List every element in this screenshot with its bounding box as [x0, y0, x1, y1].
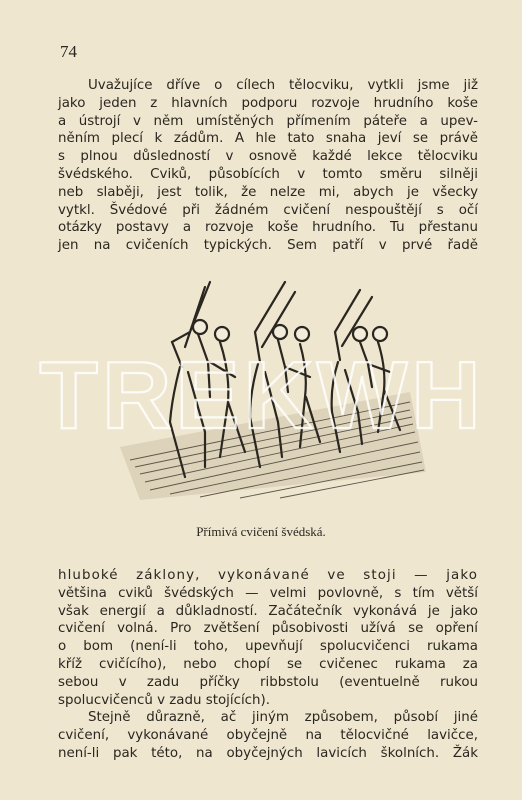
text-line: cvičení volná. Pro zvětšení působivosti užívá se opření: [58, 621, 478, 637]
text-line: Stejně důrazně, ač jiným způsobem, působí jiné: [88, 710, 478, 726]
text-line: otázky postavy a rozvoje koše hrudního. Tu přestanu: [58, 220, 478, 236]
watermark-text: TREKWH: [39, 342, 485, 449]
figure-caption: Přímivá cvičení švédská.: [196, 524, 326, 539]
paragraph-bottom: [58, 567, 478, 763]
text-line: cvičení, vykonávané obyčejně na tělocvičné lavičce,: [58, 728, 478, 744]
text-line: není-li pak této, na obyčejných lavicích školních. Žák: [58, 745, 478, 761]
gymnastics-illustration: [110, 272, 428, 502]
text-line: o bom (není-li toho, upevňují spolucvičenci rukama: [58, 639, 478, 655]
text-line: spolucvičenců v zadu stojících).: [58, 692, 271, 708]
text-line: však energií a důkladností. Začátečník vykonává je jako: [58, 603, 478, 619]
page-number: 74: [60, 42, 77, 61]
text-line: s plnou důsledností v osnově každé lekce tělocviku: [58, 149, 478, 165]
text-line: vytkl. Švédové při žádném cvičení nespouštějí s očí: [58, 202, 478, 218]
floor-hatching: [120, 392, 426, 500]
text-line: neb slaběji, jest tolik, že nelze mi, abych je všecky: [58, 184, 478, 200]
text-line: kříž cvičícího), nebo chopí se cvičenec rukama za: [58, 656, 478, 672]
text-line: hluboké záklony, vykonávané ve stoji — jako: [58, 568, 478, 583]
text-line: a ústrojí v něm umístěných přímením páteře a upev-: [58, 113, 478, 129]
text-line: jen na cvičeních typických. Sem patří v prvé řadě: [58, 238, 478, 254]
text-line: něním plecí k zádům. A hle tato snaha jeví se právě: [58, 131, 478, 147]
text-line: Uvažujíce dříve o cílech tělocviku, vytkli jsme již: [88, 78, 478, 93]
text-line: švédského. Cviků, působících v tomto směru silněji: [58, 166, 478, 182]
paragraph-top: [58, 77, 478, 255]
text-line: sebou v zadu příčky ribbstolu (eventuelně rukou: [58, 674, 478, 690]
text-line: jako jeden z hlavních podporu rozvoje hrudního koše: [58, 95, 478, 111]
text-line: většina cviků švédských — velmi povlovně, s tím větší: [58, 585, 478, 601]
